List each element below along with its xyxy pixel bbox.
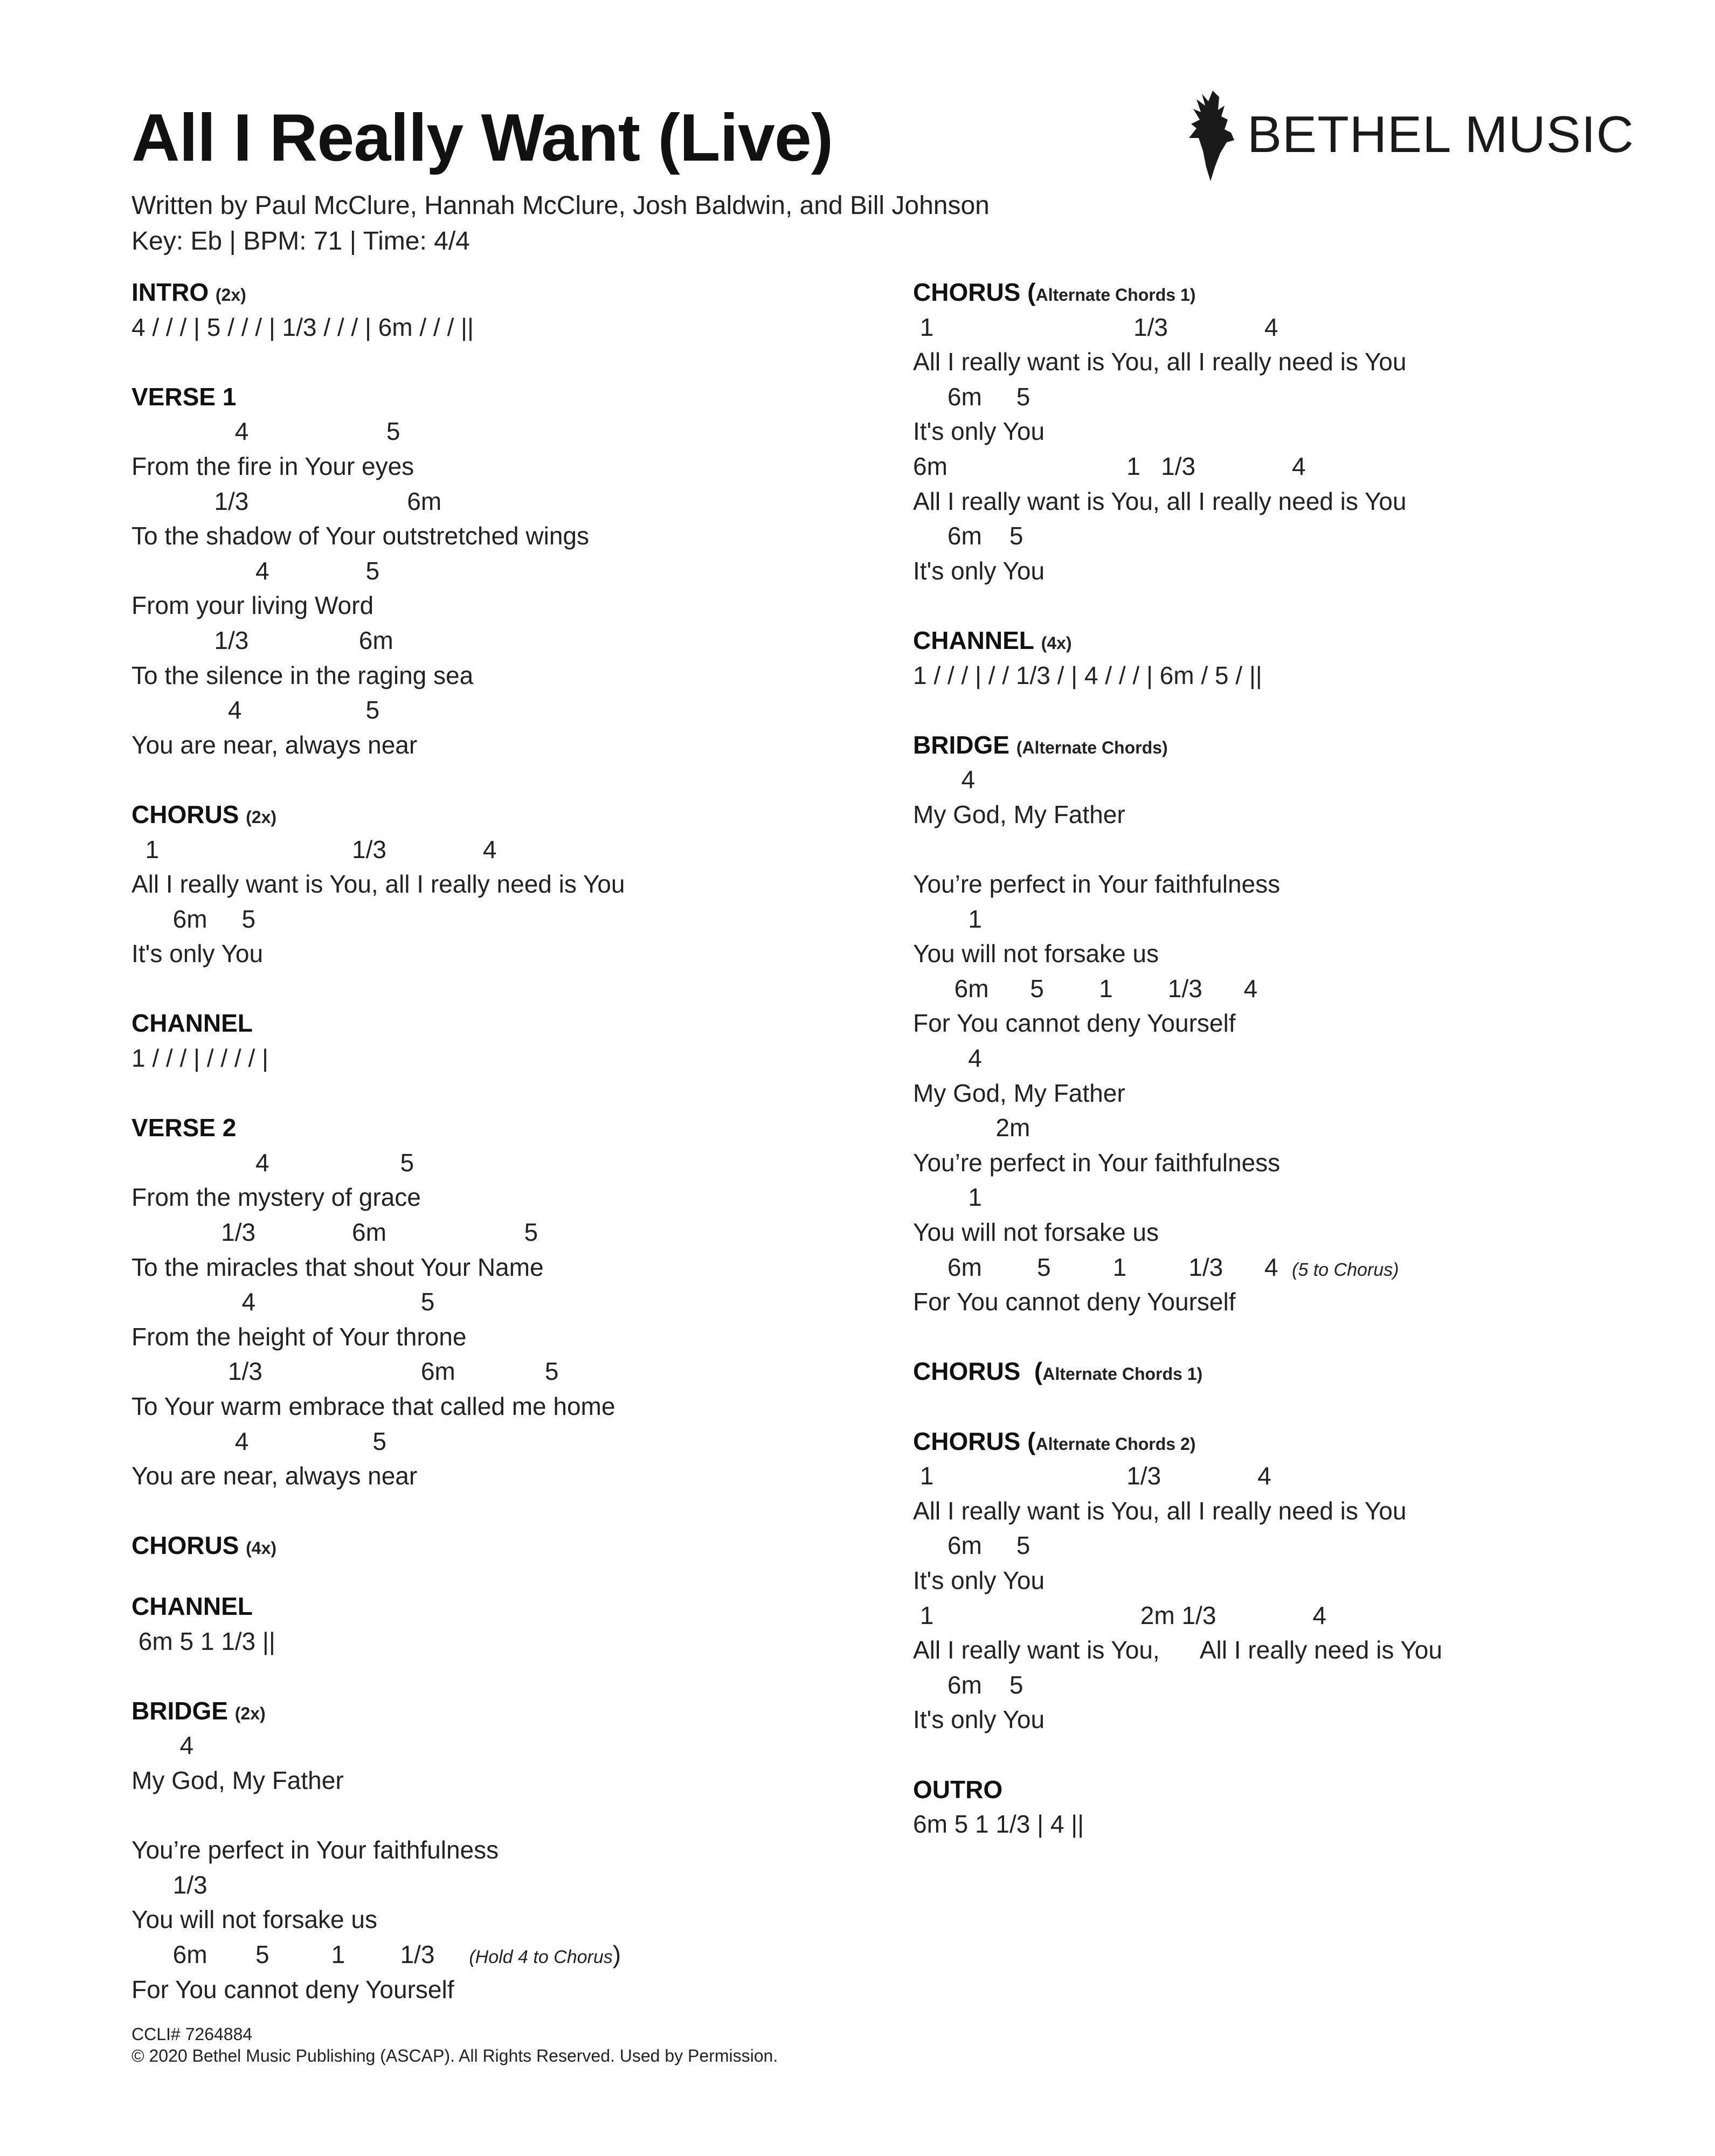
section-header-channel-2: CHANNEL [132,1592,253,1620]
bridge-alt-line: For You cannot deny Yourself [913,1288,1236,1316]
verse-1-line: From the fire in Your eyes [132,452,414,480]
chorus-alt-1-line: 6m 5 [913,522,1024,550]
chord-line: 6m 5 1 1/3 | 4 || [913,1810,1084,1839]
chord-text: 6m 5 1 1/3 4 [913,1253,1292,1281]
bridge-alt-line: You’re perfect in Your faithfulness [913,870,1281,899]
section-header-chorus-alt-1b [913,1354,1678,1389]
chorus-alt-2-line: All I really want is You, All I really need is You [913,1636,1442,1664]
performance-note: (Hold 4 to Chorus [469,1946,613,1967]
chorus-alt-1-line: All I really want is You, all I really need is You [913,348,1407,376]
chorus-alt-2-line: 1 2m 1/3 4 [913,1601,1326,1629]
section-modifier: Alternate Chords 1) [1042,1364,1203,1384]
right-column [913,275,1678,1842]
chorus-alt-2-line: 6m 5 [913,1531,1031,1560]
verse-2-line: 4 5 [132,1148,414,1177]
ccli-number: CCLI# 7264884 [132,2024,253,2044]
verse-1-line: To the silence in the raging sea [132,661,474,689]
chorus-alt-2-line: 1 1/3 4 [913,1462,1271,1490]
section-modifier: Alternate Chords 1) [1035,285,1196,305]
verse-1-line: 1/3 6m [132,626,393,654]
section-modifier: (2x) [215,285,246,305]
section-title: CHORUS [132,1531,239,1560]
writers-credit: Written by Paul McClure, Hannah McClure, Josh Baldwin, and Bill Johnson [132,191,990,220]
verse-1-line: To the shadow of Your outstretched wings [132,522,590,550]
bridge-line: You’re perfect in Your faithfulness [132,1836,499,1864]
section-header-verse-1: VERSE 1 [132,382,237,411]
bridge-alt-line: 1 [913,1183,982,1212]
chorus-line: All I really want is You, all I really need is You [132,870,625,899]
chord-line: 6m 5 1 1/3 || [132,1627,275,1655]
bridge-alt-line: My God, My Father [913,800,1125,828]
section-modifier: (Alternate Chords) [1016,737,1168,757]
chorus-alt-1-line: 6m 5 [913,382,1031,411]
chord-line: 4 / / / | 5 / / / | 1/3 / / / | 6m / / / || [132,313,474,341]
bridge-line: For You cannot deny Yourself [132,1975,454,2003]
section-header-outro: OUTRO [913,1775,1003,1803]
chorus-alt-2-line: It's only You [913,1705,1045,1734]
verse-2-line: 1/3 6m 5 [132,1218,538,1247]
copyright-notice: © 2020 Bethel Music Publishing (ASCAP). All Rights Reserved. Used by Permission. [132,2046,778,2065]
bridge-line: 1/3 [132,1870,208,1899]
verse-1-line: 4 5 [132,556,380,585]
bridge-alt-line: You will not forsake us [913,1218,1159,1247]
performance-note: (5 to Chorus) [1292,1259,1399,1280]
chorus-line: 6m 5 [132,904,256,933]
chorus-line: It's only You [132,939,264,968]
chorus-alt-1-line: It's only You [913,556,1045,585]
bridge-alt-line [913,832,1678,867]
section-title: BRIDGE [132,1696,228,1725]
chorus-line: 1 1/3 4 [132,835,497,863]
verse-2-line: 4 5 [132,1288,435,1316]
chorus-alt-2-line: 6m 5 [913,1670,1024,1699]
bridge-line [132,1798,875,1833]
section-header-chorus-alt-2 [913,1424,1678,1459]
chorus-alt-1-line: It's only You [913,417,1045,446]
bridge-alt-line: 4 [913,1044,982,1073]
section-title: CHANNEL [913,626,1034,654]
key-bpm-time: Key: Eb | BPM: 71 | Time: 4/4 [132,227,470,255]
left-column [132,275,875,2007]
section-header-chorus-4x [132,1528,875,1563]
section-title: CHORUS ( [913,1427,1036,1455]
bridge-alt-line: 1 [913,904,982,933]
chorus-alt-1-line: All I really want is You, all I really need is You [913,487,1407,515]
bridge-alt-chord-line [913,1250,1678,1285]
deer-head-icon [1175,86,1240,183]
verse-2-line: To the miracles that shout Your Name [132,1253,544,1281]
verse-1-line: 1/3 6m [132,487,442,515]
verse-1-line: From your living Word [132,591,374,620]
section-title: CHORUS ( [913,1357,1043,1386]
section-header-chorus [132,797,875,832]
verse-2-line: To Your warm embrace that called me home [132,1392,616,1420]
logo-wordmark: BETHEL MUSIC [1247,106,1634,163]
section-modifier: (2x) [246,807,277,827]
section-modifier: (4x) [246,1538,277,1558]
bridge-line: My God, My Father [132,1766,344,1794]
section-header-intro [132,275,875,310]
chorus-alt-1-line: 1 1/3 4 [913,313,1278,341]
bridge-chord-line [132,1937,875,1972]
bethel-music-logo [1175,86,1634,183]
song-title: All I Really Want (Live) [132,101,833,175]
chorus-alt-1-line: 6m 1 1/3 4 [913,452,1306,480]
section-header-channel: CHANNEL [132,1009,253,1038]
bridge-alt-line: You’re perfect in Your faithfulness [913,1148,1281,1177]
section-header-verse-2: VERSE 2 [132,1114,237,1142]
bridge-alt-line: For You cannot deny Yourself [913,1009,1236,1038]
verse-1-line: You are near, always near [132,730,418,759]
chorus-alt-2-line: It's only You [913,1566,1045,1594]
section-title: CHORUS ( [913,278,1036,306]
bridge-alt-line: My God, My Father [913,1079,1125,1107]
verse-2-line: From the mystery of grace [132,1183,421,1212]
verse-1-line: 4 5 [132,417,400,446]
bridge-line: 4 [132,1731,194,1760]
bridge-line: You will not forsake us [132,1905,378,1934]
section-title: CHORUS [132,800,239,828]
verse-2-line: From the height of Your throne [132,1322,467,1351]
section-modifier: (4x) [1041,633,1072,653]
performance-note-end: ) [612,1940,621,1968]
section-modifier: Alternate Chords 2) [1035,1434,1196,1454]
section-modifier: (2x) [234,1703,266,1723]
section-header-bridge [132,1694,875,1729]
bridge-alt-line: 6m 5 1 1/3 4 [913,974,1258,1003]
verse-1-line: 4 5 [132,696,380,724]
section-header-channel-4x [913,623,1678,658]
section-title: BRIDGE [913,730,1009,759]
bridge-alt-line: 4 [913,765,976,794]
bridge-alt-line: You will not forsake us [913,939,1159,968]
bridge-alt-line: 2m [913,1114,1031,1142]
chord-line: 1 / / / | / / / / | [132,1044,268,1073]
chord-text: 6m 5 1 1/3 [132,1940,435,1968]
verse-2-line: 1/3 6m 5 [132,1357,559,1386]
section-header-bridge-alt [913,728,1678,763]
verse-2-line: 4 5 [132,1427,386,1455]
chord-line: 1 / / / | / / 1/3 / | 4 / / / | 6m / 5 / || [913,661,1262,689]
verse-2-line: You are near, always near [132,1462,418,1490]
section-title: INTRO [132,278,209,306]
chorus-alt-2-line: All I really want is You, all I really need is You [913,1496,1407,1525]
section-header-chorus-alt-1 [913,275,1678,310]
